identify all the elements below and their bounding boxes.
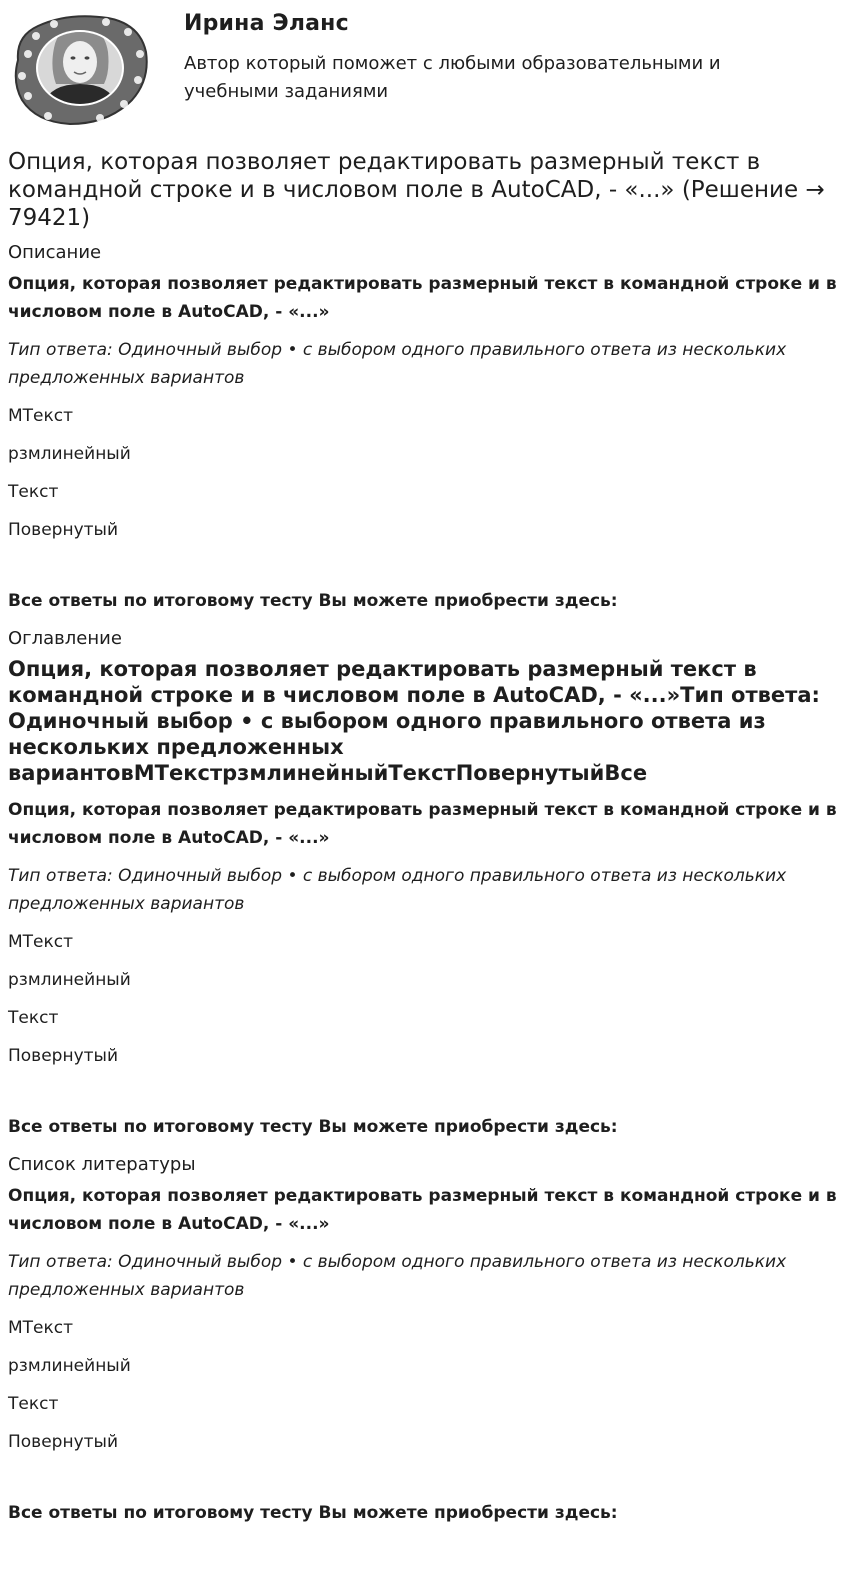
question-text: Опция, которая позволяет редактировать размерный текст в командной строке и в числовом поле в AutoCAD, - «...» [8, 274, 837, 322]
author-description: Автор который поможет с любыми образовательными и учебными заданиями [184, 53, 721, 102]
answer-option: Текст [8, 1394, 59, 1414]
author-header [0, 0, 847, 130]
contents-section [8, 628, 838, 1138]
answer-option: Повернутый [8, 520, 119, 540]
answer-option: МТекст [8, 932, 74, 952]
buy-answers-text: Все ответы по итоговому тесту Вы можете приобрести здесь: [8, 1503, 618, 1523]
contents-heading: Опция, которая позволяет редактировать размерный текст в командной строке и в числовом поле в AutoCAD, - «...»Тип ответа: Одиночный выбор • с выбором одного правильного ответа из нескольких предложенных вариантовМТекстрзмлинейныйТекстПовернутыйВсе [8, 657, 820, 785]
answer-option: Повернутый [8, 1046, 119, 1066]
buy-answers-text: Все ответы по итоговому тесту Вы можете приобрести здесь: [8, 1117, 618, 1137]
answer-option: Повернутый [8, 1432, 119, 1452]
section-label-description: Описание [8, 242, 102, 263]
question-text: Опция, которая позволяет редактировать размерный текст в командной строке и в числовом поле в AutoCAD, - «...» [8, 800, 837, 848]
bibliography-section [8, 1154, 838, 1524]
author-avatar[interactable] [8, 8, 150, 128]
answer-option: МТекст [8, 1318, 74, 1338]
answer-option: Текст [8, 1008, 59, 1028]
buy-answers-text: Все ответы по итоговому тесту Вы можете приобрести здесь: [8, 591, 618, 611]
answer-option: МТекст [8, 406, 74, 426]
page-title: Опция, которая позволяет редактировать размерный текст в командной строке и в числовом поле в AutoCAD, - «...» (Решение → 79421) [8, 149, 825, 231]
answer-type: Тип ответа: Одиночный выбор • с выбором одного правильного ответа из нескольких предложенных вариантов [8, 866, 787, 914]
description-section [8, 242, 838, 612]
answer-type: Тип ответа: Одиночный выбор • с выбором одного правильного ответа из нескольких предложенных вариантов [8, 1252, 787, 1300]
section-label-contents: Оглавление [8, 628, 122, 649]
section-label-bibliography: Список литературы [8, 1154, 196, 1175]
answer-option: рзмлинейный [8, 1356, 131, 1376]
answer-type: Тип ответа: Одиночный выбор • с выбором одного правильного ответа из нескольких предложенных вариантов [8, 340, 787, 388]
main-content [8, 148, 838, 1540]
question-text: Опция, которая позволяет редактировать размерный текст в командной строке и в числовом поле в AutoCAD, - «...» [8, 1186, 837, 1234]
answer-option: рзмлинейный [8, 970, 131, 990]
answer-option: рзмлинейный [8, 444, 131, 464]
answer-option: Текст [8, 482, 59, 502]
author-name[interactable]: Ирина Эланс [184, 11, 349, 36]
